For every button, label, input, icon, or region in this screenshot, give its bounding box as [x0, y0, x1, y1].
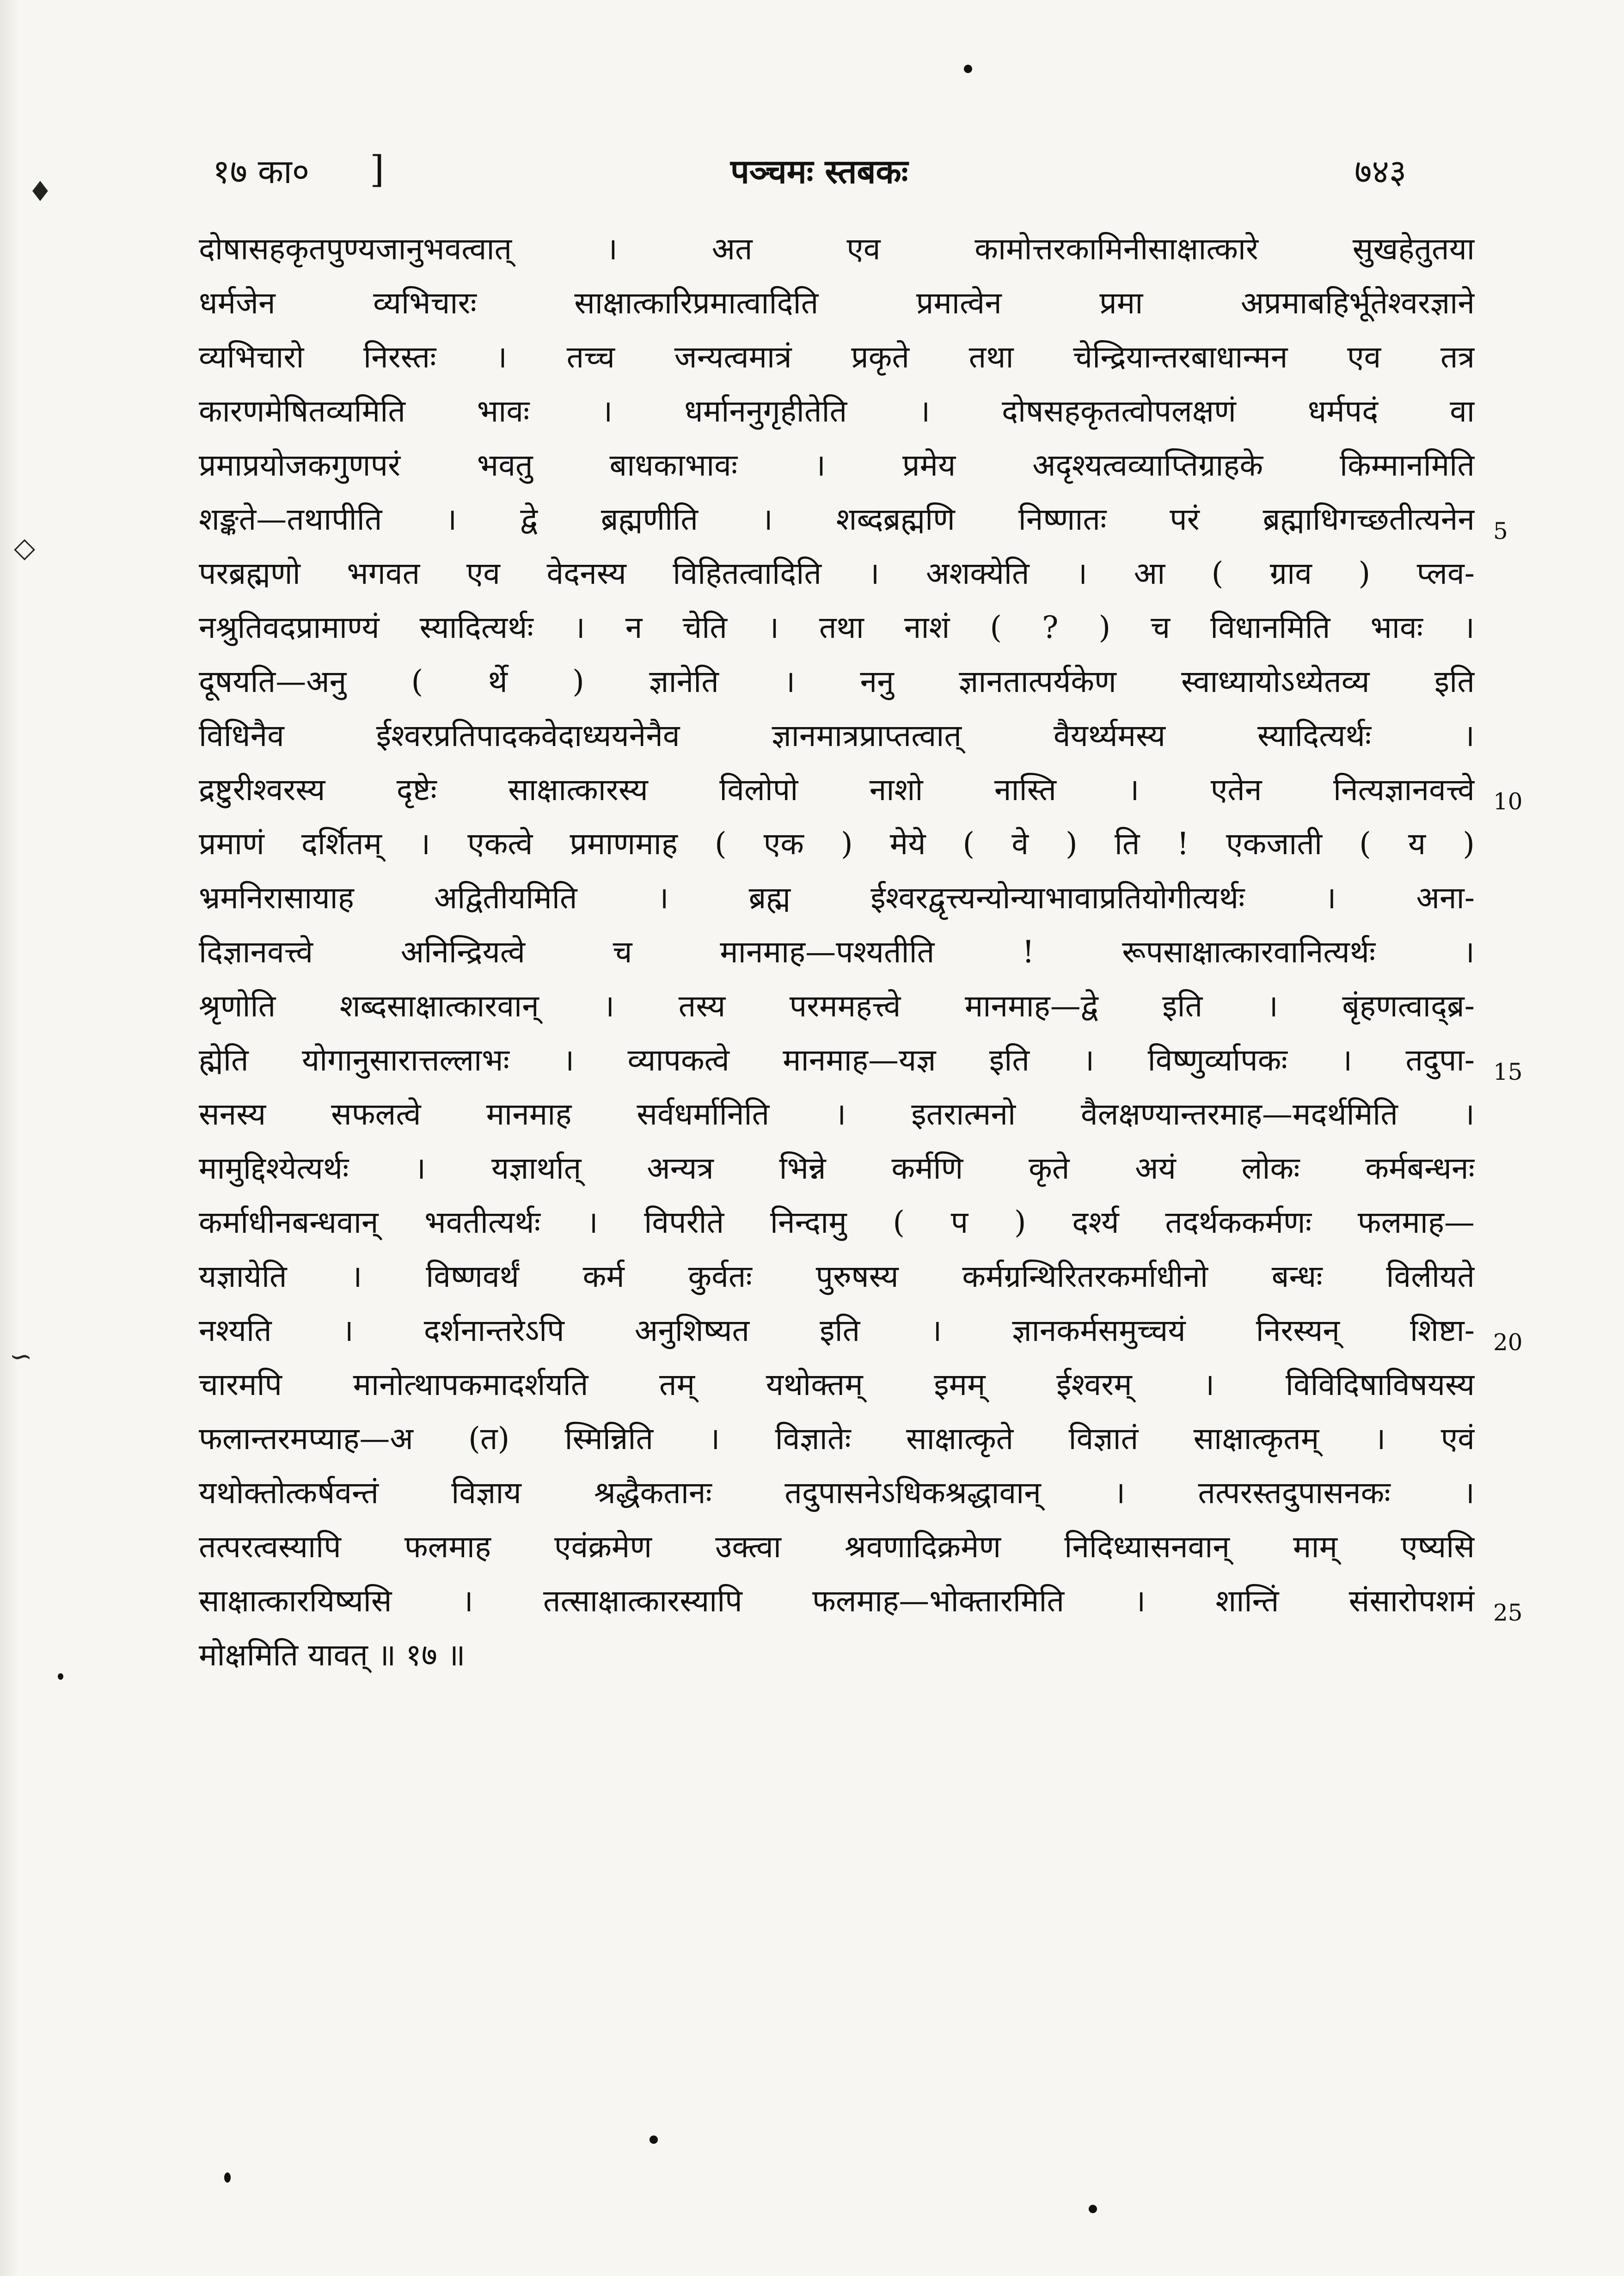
text-line: दिज्ञानवत्त्वे अनिन्द्रियत्वे च मानमाह—पश्यतीति ! रूपसाक्षात्कारवानित्यर्थः । — [199, 934, 1475, 970]
scan-edge — [0, 0, 18, 2276]
commentary-text — [199, 222, 1475, 1682]
binding-mark-icon: ♦ — [28, 176, 53, 208]
speck-dot-icon — [224, 2172, 231, 2183]
line-number-10: 10 — [1493, 788, 1523, 815]
line-number-25: 25 — [1493, 1599, 1523, 1626]
text-line: प्रमाप्रयोजकगुणपरं भवतु बाधकाभावः । प्रमेय अदृश्यत्वव्याप्तिग्राहके किम्मानमिति — [199, 447, 1475, 483]
section-bracket: ] — [370, 148, 385, 191]
text-line: साक्षात्कारयिष्यसि । तत्साक्षात्कारस्यापि फलमाह—भोक्तारमिति । शान्तिं संसारोपशमं — [199, 1583, 1475, 1619]
running-head — [0, 148, 1624, 199]
text-line: प्रमाणं दर्शितम् । एकत्वे प्रमाणमाह ( एक ) मेये ( वे ) ति ! एकजाती ( य ) — [199, 826, 1475, 862]
text-line: नश्यति । दर्शनान्तरेऽपि अनुशिष्यत इति । ज्ञानकर्मसमुच्चयं निरस्यन् शिष्टा- — [199, 1313, 1475, 1348]
text-line: विधिनैव ईश्वरप्रतिपादकवेदाध्ययनेनैव ज्ञानमात्रप्राप्तत्वात् वैयर्थ्यमस्य स्यादित्यर्थः । — [199, 718, 1475, 753]
text-line: मामुद्दिश्येत्यर्थः । यज्ञार्थात् अन्यत्र भिन्ने कर्मणि कृते अयं लोकः कर्मबन्धनः — [199, 1150, 1475, 1186]
text-line: श्रृणोति शब्दसाक्षात्कारवान् । तस्य परममहत्त्वे मानमाह—द्वे इति । बृंहणत्वाद्ब्र- — [199, 988, 1475, 1024]
text-line: व्यभिचारो निरस्तः । तच्च जन्यत्वमात्रं प्रकृते तथा चेन्द्रियान्तरबाधान्मन एव तत्र — [199, 339, 1475, 375]
speck-dot-icon — [650, 2135, 658, 2144]
text-line: भ्रमनिरासायाह अद्वितीयमिति । ब्रह्म ईश्वरद्वृत्त्यन्योन्याभावाप्रतियोगीत्यर्थः । अना- — [199, 880, 1475, 916]
text-line: कर्माधीनबन्धवान् भवतीत्यर्थः । विपरीते निन्दामु ( प ) दर्श्य तदर्थककर्मणः फलमाह— — [199, 1205, 1475, 1240]
text-line: कारणमेषितव्यमिति भावः । धर्माननुगृहीतेति । दोषसहकृतत्वोपलक्षणं धर्मपदं वा — [199, 393, 1475, 429]
text-line: धर्मजेन व्यभिचारः साक्षात्कारिप्रमात्वादिति प्रमात्वेन प्रमा अप्रमाबहिर्भूतेश्वरज्ञाने — [199, 285, 1475, 321]
text-line: शङ्कते—तथापीति । द्वे ब्रह्मणीति । शब्दब्रह्मणि निष्णातः परं ब्रह्माधिगच्छतीत्यनेन — [199, 502, 1475, 537]
text-line-final: मोक्षमिति यावत् ॥ १७ ॥ — [199, 1637, 466, 1673]
line-number-15: 15 — [1493, 1058, 1523, 1085]
text-line: द्रष्टुरीश्वरस्य दृष्टेः साक्षात्कारस्य विलोपो नाशो नास्ति । एतेन नित्यज्ञानवत्त्वे — [199, 772, 1475, 808]
text-line: तत्परत्वस्यापि फलमाह एवंक्रमेण उक्त्वा श्रवणादिक्रमेण निदिध्यासनवान् माम् एष्यसि — [199, 1529, 1475, 1565]
text-line: परब्रह्मणो भगवत एव वेदनस्य विहितत्वादिति । अशक्येति । आ ( ग्राव ) प्लव- — [199, 556, 1475, 591]
text-line: दूषयति—अनु ( र्थे ) ज्ञानेति । ननु ज्ञानतात्पर्यकेण स्वाध्यायोऽध्येतव्य इति — [199, 664, 1475, 699]
binding-mark-icon: ∽ — [9, 1340, 33, 1373]
page-number: ७४३ — [1354, 152, 1407, 191]
binding-mark-icon: ◇ — [14, 532, 36, 564]
line-number-20: 20 — [1493, 1329, 1523, 1356]
speck-dot-icon — [964, 65, 972, 73]
text-line: फलान्तरमप्याह—अ (त) स्मिन्निति । विज्ञातेः साक्षात्कृते विज्ञातं साक्षात्कृतम् । एवं — [199, 1421, 1475, 1456]
text-line: चारमपि मानोत्थापकमादर्शयति तम् यथोक्तम् इमम् ईश्वरम् । विविदिषाविषयस्य — [199, 1367, 1475, 1402]
speck-dot-icon — [1089, 2205, 1097, 2213]
text-line: नश्रुतिवदप्रामाण्यं स्यादित्यर्थः । न चेति । तथा नाशं ( ? ) च विधानमिति भावः । — [199, 610, 1475, 645]
section-reference: १७ का० — [213, 152, 310, 191]
text-line: दोषासहकृतपुण्यजानुभवत्वात् । अत एव कामोत्तरकामिनीसाक्षात्कारे सुखहेतुतया — [199, 231, 1475, 267]
chapter-title: पञ्चमः स्तबकः — [730, 152, 908, 191]
line-number-5: 5 — [1493, 518, 1508, 545]
speck-dot-icon — [58, 1673, 63, 1680]
text-line: यथोक्तोत्कर्षवन्तं विज्ञाय श्रद्धैकतानः तदुपासनेऽधिकश्रद्धावान् । तत्परस्तदुपासनकः । — [199, 1475, 1475, 1511]
text-line: यज्ञायेति । विष्णवर्थं कर्म कुर्वतः पुरुषस्य कर्मग्रन्थिरितरकर्माधीनो बन्धः विलीयते — [199, 1259, 1475, 1294]
text-line: ह्मेति योगानुसारात्तल्लाभः । व्यापकत्वे मानमाह—यज्ञ इति । विष्णुर्व्यापकः । तदुपा- — [199, 1042, 1475, 1078]
text-line: सनस्य सफलत्वे मानमाह सर्वधर्मानिति । इतरात्मनो वैलक्षण्यान्तरमाह—मदर्थमिति । — [199, 1096, 1475, 1132]
